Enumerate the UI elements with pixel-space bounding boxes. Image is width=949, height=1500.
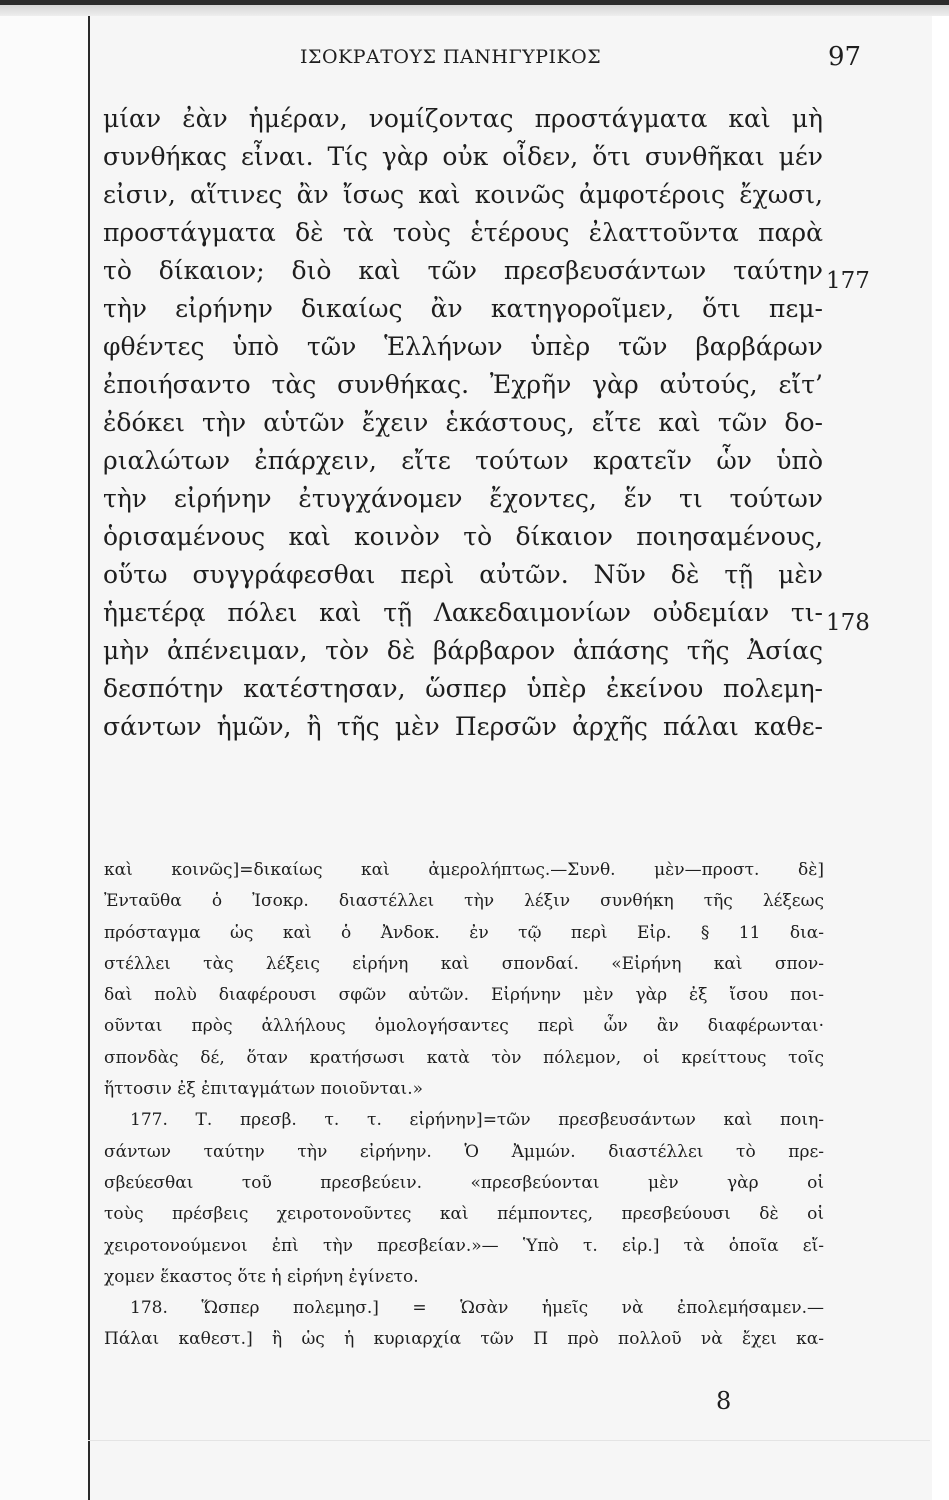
text-line: μὴν ἀπένειμαν, τὸν δὲ βάρβαρον ἁπάσης τῆς Ἀσίας — [103, 636, 823, 665]
text-line: συνθήκας εἶναι. Τίς γὰρ οὐκ οἶδεν, ὅτι συνθῆκαι μέν — [103, 142, 823, 171]
text-line: σάντων ἡμῶν, ἢ τῆς μὲν Περσῶν ἀρχῆς πάλαι καθε- — [103, 712, 823, 741]
section-number-177: 177 — [826, 268, 870, 294]
text-line: μίαν ἐὰν ἡμέραν, νομίζοντας προστάγματα καὶ μὴ — [103, 104, 823, 133]
note-line: χομεν ἕκαστος ὅτε ἡ εἰρήνη ἐγίνετο. — [104, 1266, 419, 1287]
note-line: 177. Τ. πρεσβ. τ. τ. εἰρήνην]=τῶν πρεσβευσάντων καὶ ποιη- — [130, 1110, 824, 1131]
note-line: χειροτονούμενοι ἐπὶ τὴν πρεσβείαν.»— Ὑπὸ τ. εἰρ.] τὰ ὁποῖα εἴ- — [104, 1235, 824, 1256]
note-line: ἥττοσιν ἐξ ἐπιταγμάτων ποιοῦνται.» — [104, 1079, 423, 1100]
text-line: δεσπότην κατέστησαν, ὥσπερ ὑπὲρ ἐκείνου πολεμη- — [103, 674, 823, 703]
text-line: προστάγματα δὲ τὰ τοὺς ἑτέρους ἐλαττοῦντα παρὰ — [103, 218, 823, 247]
signature-mark: 8 — [716, 1387, 732, 1415]
note-line: 178. Ὥσπερ πολεμησ.] = Ὡσὰν ἡμεῖς νὰ ἐπολεμήσαμεν.— — [130, 1298, 824, 1319]
note-line: σπονδὰς δέ, ὅταν κρατήσωσι κατὰ τὸν πόλεμον, οἱ κρείττους τοῖς — [104, 1047, 824, 1068]
running-header: ΙΣΟΚΡΑΤΟΥΣ ΠΑΝΗΓΥΡΙΚΟΣ — [300, 46, 602, 68]
text-line: οὕτω συγγράφεσθαι περὶ αὐτῶν. Νῦν δὲ τῇ μὲν — [103, 560, 823, 589]
note-line: σβεύεσθαι τοῦ πρεσβεύειν. «πρεσβεύονται μὲν γὰρ οἱ — [104, 1172, 824, 1193]
text-line: ἐποιήσαντο τὰς συνθήκας. Ἐχρῆν γὰρ αὐτούς, εἴτ’ — [103, 370, 823, 399]
scan-gutter — [0, 16, 88, 1500]
scan-top-edge — [0, 0, 949, 16]
note-line: σάντων ταύτην τὴν εἰρήνην. Ὁ Ἀμμών. διαστέλλει τὸ πρε- — [104, 1141, 824, 1162]
note-line: δαὶ πολὺ διαφέρουσι σφῶν αὐτῶν. Εἰρήνην μὲν γὰρ ἐξ ἴσου ποι- — [104, 985, 824, 1006]
text-line: εἰσιν, αἵτινες ἂν ἴσως καὶ κοινῶς ἀμφοτέροις ἔχωσι, — [103, 180, 823, 209]
note-line: τοὺς πρέσβεις χειροτονοῦντες καὶ πέμποντες, πρεσβεύουσι δὲ οἱ — [104, 1204, 824, 1225]
note-line: Πάλαι καθεστ.] ἢ ὡς ἡ κυριαρχία τῶν Π πρὸ πολλοῦ νὰ ἔχει κα- — [104, 1329, 824, 1350]
commentary-notes — [104, 855, 824, 1356]
note-line: καὶ κοινῶς]=δικαίως καὶ ἀμερολήπτως.—Συνθ. μὲν—προστ. δὲ] — [104, 860, 824, 880]
text-line: ἐδόκει τὴν αὑτῶν ἔχειν ἑκάστους, εἴτε καὶ τῶν δο- — [103, 408, 823, 437]
text-line: φθέντες ὑπὸ τῶν Ἑλλήνων ὑπὲρ τῶν βαρβάρων — [103, 332, 823, 361]
note-line: πρόσταγμα ὡς καὶ ὁ Ἀνδοκ. ἐν τῷ περὶ Εἰρ. § 11 δια- — [104, 922, 824, 943]
note-line: οῦνται πρὸς ἀλλήλους ὁμολογήσαντες περὶ ὧν ἂν διαφέρωνται· — [104, 1016, 824, 1037]
note-line: Ἐνταῦθα ὁ Ἰσοκρ. διαστέλλει τὴν λέξιν συνθήκη τῆς λέξεως — [104, 891, 824, 912]
section-number-178: 178 — [826, 610, 870, 636]
page-number: 97 — [828, 42, 862, 72]
text-line: ριαλώτων ἐπάρχειν, εἴτε τούτων κρατεῖν ὧν ὑπὸ — [103, 446, 823, 475]
note-line: στέλλει τὰς λέξεις εἰρήνη καὶ σπονδαί. «Εἰρήνη καὶ σπον- — [104, 953, 824, 974]
text-line: ἡμετέρᾳ πόλει καὶ τῇ Λακεδαιμονίων οὐδεμίαν τι- — [103, 598, 823, 627]
text-line: τὴν εἰρήνην δικαίως ἂν κατηγοροῖμεν, ὅτι πεμ- — [103, 294, 823, 323]
text-line: τὸ δίκαιον; διὸ καὶ τῶν πρεσβευσάντων ταύτην — [103, 256, 823, 285]
text-line: ὁρισαμένους καὶ κοινὸν τὸ δίκαιον ποιησαμένους, — [103, 522, 823, 551]
text-line: τὴν εἰρήνην ἐτυγχάνομεν ἔχοντες, ἕν τι τούτων — [103, 484, 823, 513]
page-bottom-rule — [88, 1440, 930, 1441]
main-text — [103, 100, 823, 746]
